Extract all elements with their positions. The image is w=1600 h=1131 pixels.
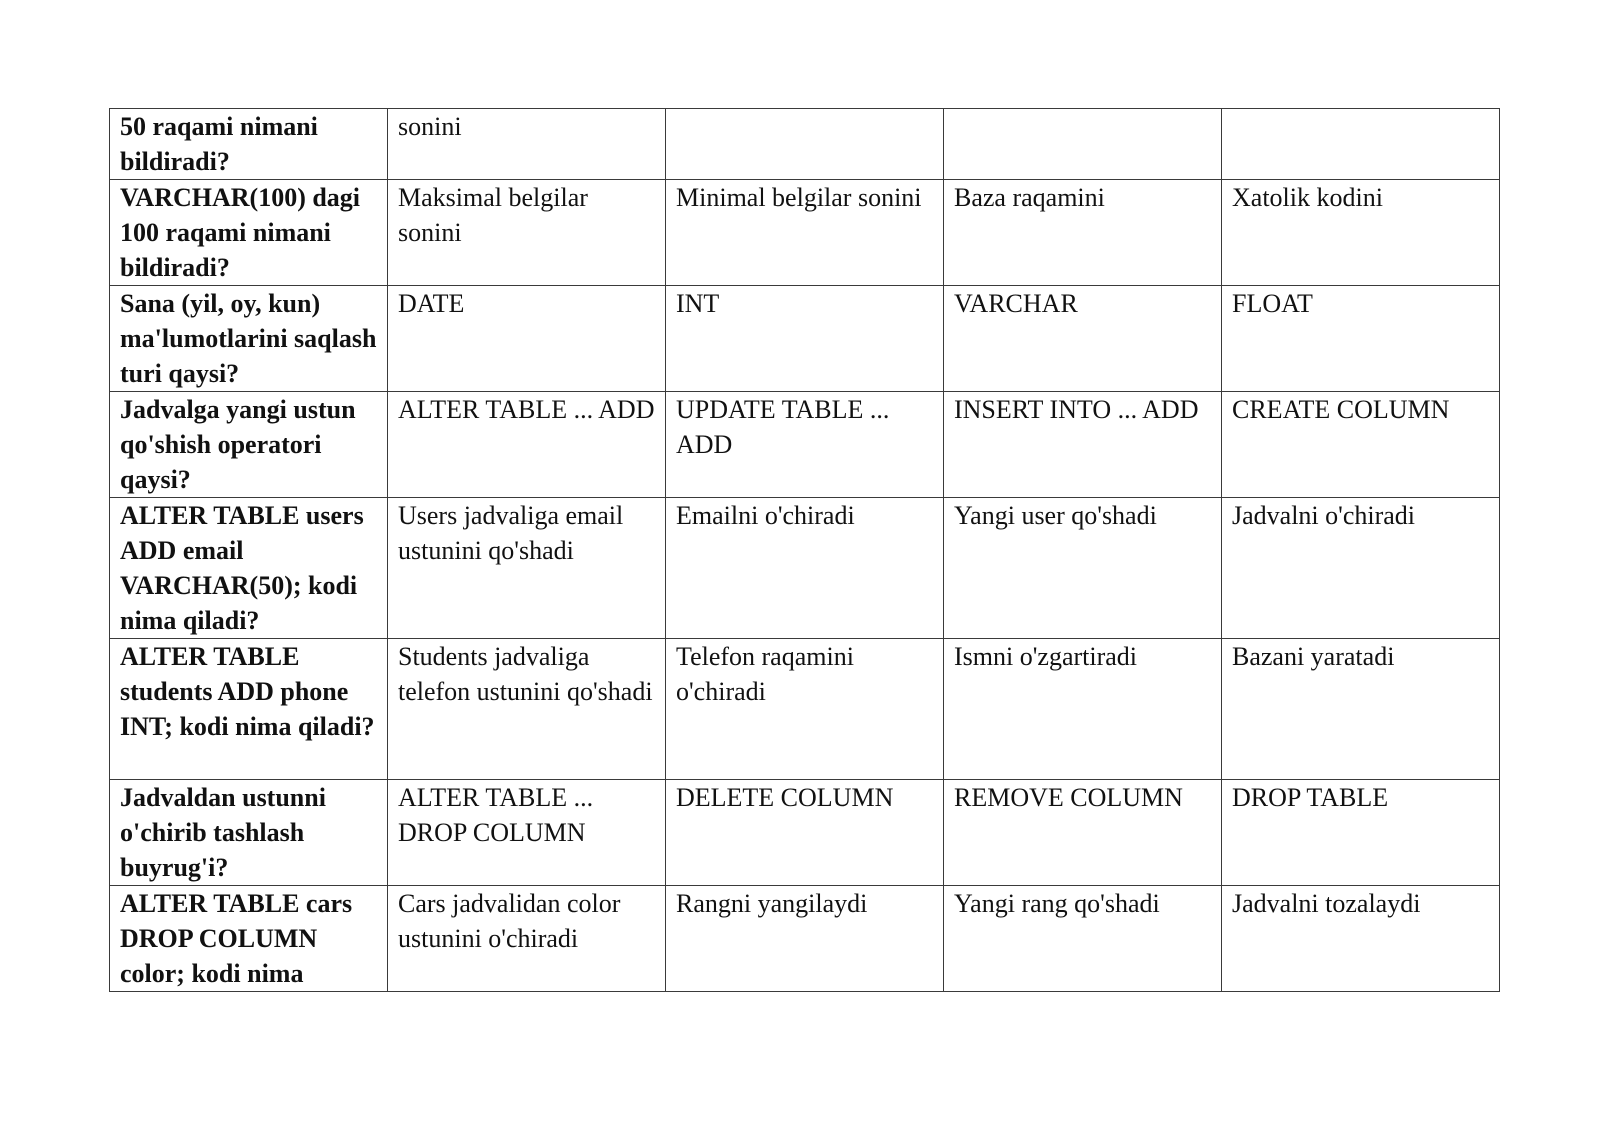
question-cell: ALTER TABLE students ADD phone INT; kodi nima qiladi? (110, 639, 388, 780)
table-row (110, 639, 1500, 780)
table-row (110, 498, 1500, 639)
question-cell: Jadvalga yangi ustun qo'shish operatori qaysi? (110, 392, 388, 498)
question-cell: Jadvaldan ustunni o'chirib tashlash buyrug'i? (110, 780, 388, 886)
option-cell-b (666, 109, 944, 180)
option-cell-b: Rangni yangilaydi (666, 886, 944, 992)
option-cell-b: Telefon raqamini o'chiradi (666, 639, 944, 780)
option-cell-a: Maksimal belgilar sonini (388, 180, 666, 286)
option-cell-a: ALTER TABLE ... ADD (388, 392, 666, 498)
option-cell-b: INT (666, 286, 944, 392)
option-cell-a: sonini (388, 109, 666, 180)
option-cell-a: ALTER TABLE ... DROP COLUMN (388, 780, 666, 886)
table-row (110, 286, 1500, 392)
option-cell-b: Minimal belgilar sonini (666, 180, 944, 286)
option-cell-d (1222, 109, 1500, 180)
option-cell-d: Jadvalni o'chiradi (1222, 498, 1500, 639)
question-cell: ALTER TABLE users ADD email VARCHAR(50); kodi nima qiladi? (110, 498, 388, 639)
option-cell-c (944, 109, 1222, 180)
question-cell: ALTER TABLE cars DROP COLUMN color; kodi nima (110, 886, 388, 992)
table-row (110, 109, 1500, 180)
question-cell: 50 raqami nimani bildiradi? (110, 109, 388, 180)
option-cell-c: Ismni o'zgartiradi (944, 639, 1222, 780)
option-cell-a: Users jadvaliga email ustunini qo'shadi (388, 498, 666, 639)
table-row (110, 392, 1500, 498)
option-cell-a: Students jadvaliga telefon ustunini qo'shadi (388, 639, 666, 780)
option-cell-c: REMOVE COLUMN (944, 780, 1222, 886)
question-cell: Sana (yil, oy, kun) ma'lumotlarini saqlash turi qaysi? (110, 286, 388, 392)
question-cell: VARCHAR(100) dagi 100 raqami nimani bildiradi? (110, 180, 388, 286)
option-cell-b: DELETE COLUMN (666, 780, 944, 886)
table-row (110, 180, 1500, 286)
option-cell-c: Baza raqamini (944, 180, 1222, 286)
table-row (110, 886, 1500, 992)
option-cell-b: UPDATE TABLE ... ADD (666, 392, 944, 498)
option-cell-a: Cars jadvalidan color ustunini o'chiradi (388, 886, 666, 992)
option-cell-d: Bazani yaratadi (1222, 639, 1500, 780)
table-row (110, 780, 1500, 886)
option-cell-d: DROP TABLE (1222, 780, 1500, 886)
option-cell-d: CREATE COLUMN (1222, 392, 1500, 498)
option-cell-c: Yangi rang qo'shadi (944, 886, 1222, 992)
option-cell-c: VARCHAR (944, 286, 1222, 392)
option-cell-b: Emailni o'chiradi (666, 498, 944, 639)
option-cell-d: FLOAT (1222, 286, 1500, 392)
option-cell-d: Jadvalni tozalaydi (1222, 886, 1500, 992)
option-cell-c: INSERT INTO ... ADD (944, 392, 1222, 498)
quiz-table (109, 108, 1500, 992)
option-cell-d: Xatolik kodini (1222, 180, 1500, 286)
option-cell-a: DATE (388, 286, 666, 392)
option-cell-c: Yangi user qo'shadi (944, 498, 1222, 639)
